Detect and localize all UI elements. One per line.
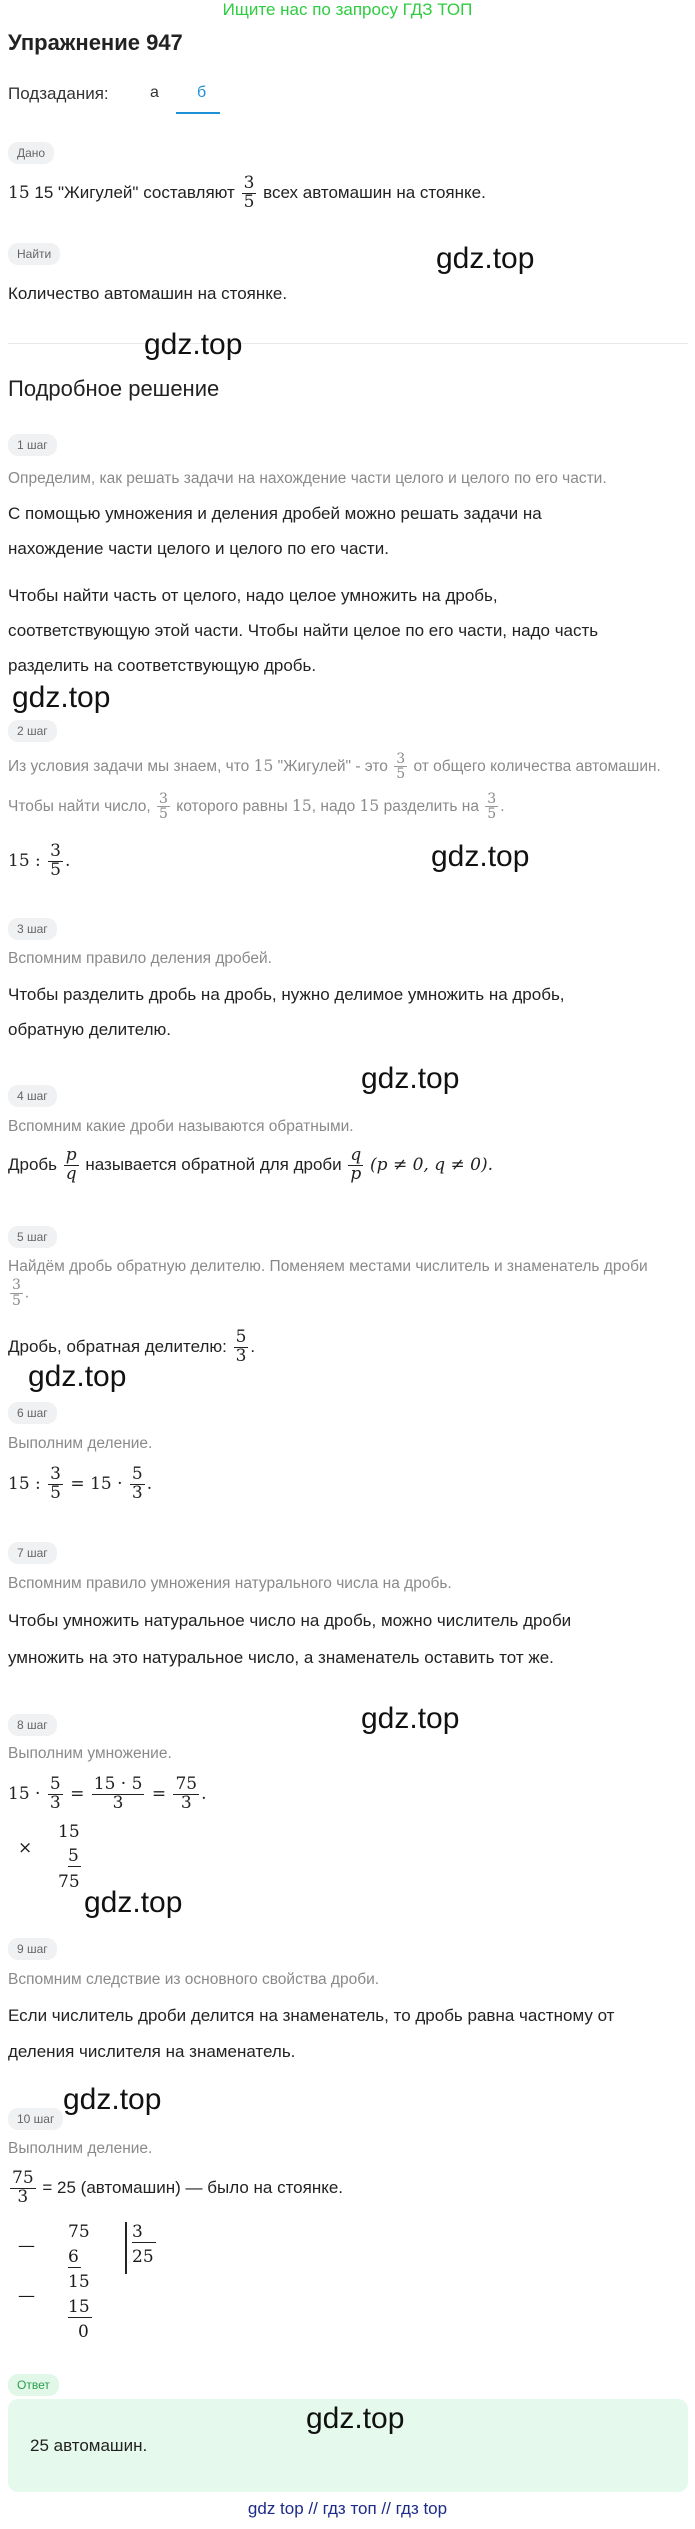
answer-badge: Ответ [8,2374,59,2396]
step-9-hint: Вспомним следствие из основного свойства дроби. [8,1971,380,1988]
step-10-hint: Выполним деление. [8,2140,153,2157]
subtasks-label: Подзадания: [8,84,109,103]
watermark: gdz.top [436,242,535,275]
step-4-fraction-pq: $\frac{p}{q}$ [65,1145,77,1185]
step-2-fraction: $\frac{3}{5}$ [396,750,406,783]
step-8-times-sign: × [18,1838,33,1858]
watermark: gdz.top [63,2083,162,2116]
watermark: gdz.top [28,1360,127,1393]
step-10-quotient: 25 [132,2247,154,2267]
find-text: Количество автомашин на стоянке. [8,284,288,303]
watermark: gdz.top [84,1886,183,1919]
step-3-p-line2: обратную делителю. [8,1020,171,1039]
step-6-fraction: $\frac{5}{3}$ [131,1464,143,1503]
step-3-hint: Вспомним правило деления дробей. [8,950,272,967]
step-7-p-line1: Чтобы умножить натуральное число на дробь, можно числитель дроби [8,1611,572,1630]
step-7-p-line2: умножить на это натуральное число, а знаменатель оставить тот же. [8,1648,554,1667]
step-10-remainder-1: 15 [68,2272,90,2292]
step-4-fraction-qp: $\frac{q}{p}$ [350,1145,362,1185]
tab-a[interactable]: а [150,84,159,101]
tab-b[interactable]: б [197,84,207,101]
step-10-minus-2: — [18,2286,35,2306]
watermark: gdz.top [361,1062,460,1095]
given-badge: Дано [8,142,54,164]
step-8-col-75: 75 [58,1872,80,1892]
step-3-badge: 3 шаг [8,918,57,940]
step-10-division-bar [125,2222,127,2274]
step-9-p-line1: Если числитель дроби делится на знаменатель, то дробь равна частному от [8,2006,615,2025]
active-tab-indicator [176,112,220,114]
step-10-remainder-final: 0 [78,2322,89,2342]
step-10-badge: 10 шаг [8,2108,63,2130]
watermark: gdz.top [431,840,530,873]
step-5-hint-fraction: $\frac{3}{5}$ . [12,1277,30,1309]
footer-links[interactable]: gdz top // гдз топ // гдз top [247,2499,448,2518]
step-3-p-line1: Чтобы разделить дробь на дробь, нужно делимое умножить на дробь, [8,985,565,1004]
watermark: gdz.top [12,681,111,714]
solution-title: Подробное решение [8,376,220,401]
step-9-badge: 9 шаг [8,1938,57,1960]
step-2-fraction: $\frac{3}{5}$ [487,790,497,823]
step-2-expression: 15 : $\frac{3}{5}$ . [8,841,71,880]
step-4-text: Дробь $\frac{p}{q}$ называется обратной для дроби $\frac{q}{p}$ (p ≠ 0, q ≠ 0). [8,1145,494,1185]
divider [8,343,688,344]
given-fraction: $\frac{3}{5}$ [243,173,255,213]
step-5-text: Дробь, обратная делителю: $\frac{5}{3}$ . [8,1327,256,1367]
watermark: gdz.top [361,1702,460,1735]
step-10-divisor: 3 [132,2222,156,2243]
step-8-expression: 15 · $\frac{5}{3}$ = $\frac{15 \cdot 5}{3}$ = $\frac{75}{3}$ . [8,1774,207,1813]
step-6-badge: 6 шаг [8,1402,57,1424]
step-6-hint: Выполним деление. [8,1435,153,1452]
step-8-fraction: $\frac{15 \cdot 5}{3}$ [93,1774,143,1813]
step-10-equation: $\frac{75}{3}$ = 25 (автомашин) — было на стоянке. [12,2168,344,2208]
step-6-expression: 15 : $\frac{3}{5}$ = 15 · $\frac{5}{3}$ . [8,1464,153,1503]
step-2-badge: 2 шаг [8,720,57,742]
step-1-p1-line2: нахождение части целого и целого по его части. [8,539,389,558]
step-5-hint: Найдём дробь обратную делителю. Поменяем местами числитель и знаменатель дроби [8,1258,648,1275]
step-8-fraction: $\frac{5}{3}$ [49,1774,61,1813]
step-9-p-line2: деления числителя на знаменатель. [8,2042,296,2061]
step-8-fraction: $\frac{75}{3}$ [175,1774,198,1813]
step-2-hint-line2: Чтобы найти число, $\frac{3}{5}$ которого равны 15, надо 15 разделить на $\frac{3}{5}$ . [8,790,505,823]
page-title: Упражнение 947 [8,30,183,55]
step-1-p1-line1: С помощью умножения и деления дробей можно решать задачи на [8,504,542,523]
step-10-minus-1: — [18,2236,35,2256]
step-2-hint-line1: Из условия задачи мы знаем, что 15 "Жигулей" - это $\frac{3}{5}$ от общего количества автомашин. [8,750,661,783]
step-4-hint: Вспомним какие дроби называются обратными. [8,1118,354,1135]
step-7-badge: 7 шаг [8,1542,57,1564]
step-1-badge: 1 шаг [8,434,57,456]
given-text: 15 15 "Жигулей" составляют $\frac{3}{5}$ всех автомашин на стоянке. [8,173,486,213]
step-6-fraction: $\frac{3}{5}$ [50,1464,61,1503]
step-4-badge: 4 шаг [8,1085,57,1107]
step-8-badge: 8 шаг [8,1714,57,1736]
watermark: gdz.top [306,2402,405,2435]
step-1-p2-line2: соответствующую этой части. Чтобы найти целое по его части, надо часть [8,621,599,640]
step-10-subtract-1: 6 [68,2247,79,2267]
search-hint-link[interactable]: Ищите нас по запросу ГДЗ ТОП [222,0,473,19]
step-7-hint: Вспомним правило умножения натурального числа на дробь. [8,1575,452,1592]
step-2-fraction: $\frac{3}{5}$ [159,790,168,823]
step-1-p2-line3: разделить на соответствующую дробь. [8,656,317,675]
step-10-dividend: 75 [68,2222,90,2242]
step-8-col-5: 5 [68,1846,79,1866]
step-5-badge: 5 шаг [8,1226,57,1248]
step-5-fraction-35: $\frac{3}{5}$ [12,1277,21,1309]
step-10-subtract-2: 15 [68,2297,90,2317]
step-10-fraction: $\frac{75}{3}$ [12,2168,34,2208]
answer-text: 25 автомашин. [30,2436,148,2455]
watermark: gdz.top [144,328,243,361]
find-badge: Найти [8,243,60,265]
step-8-col-15: 15 [58,1822,80,1842]
step-2-fraction: $\frac{3}{5}$ [50,841,61,880]
step-5-fraction-53: $\frac{5}{3}$ [235,1327,247,1367]
step-1-p2-line1: Чтобы найти часть от целого, надо целое умножить на дробь, [8,586,498,605]
step-1-hint: Определим, как решать задачи на нахождение части целого и целого по его части. [8,470,607,487]
step-8-hint: Выполним умножение. [8,1745,172,1762]
